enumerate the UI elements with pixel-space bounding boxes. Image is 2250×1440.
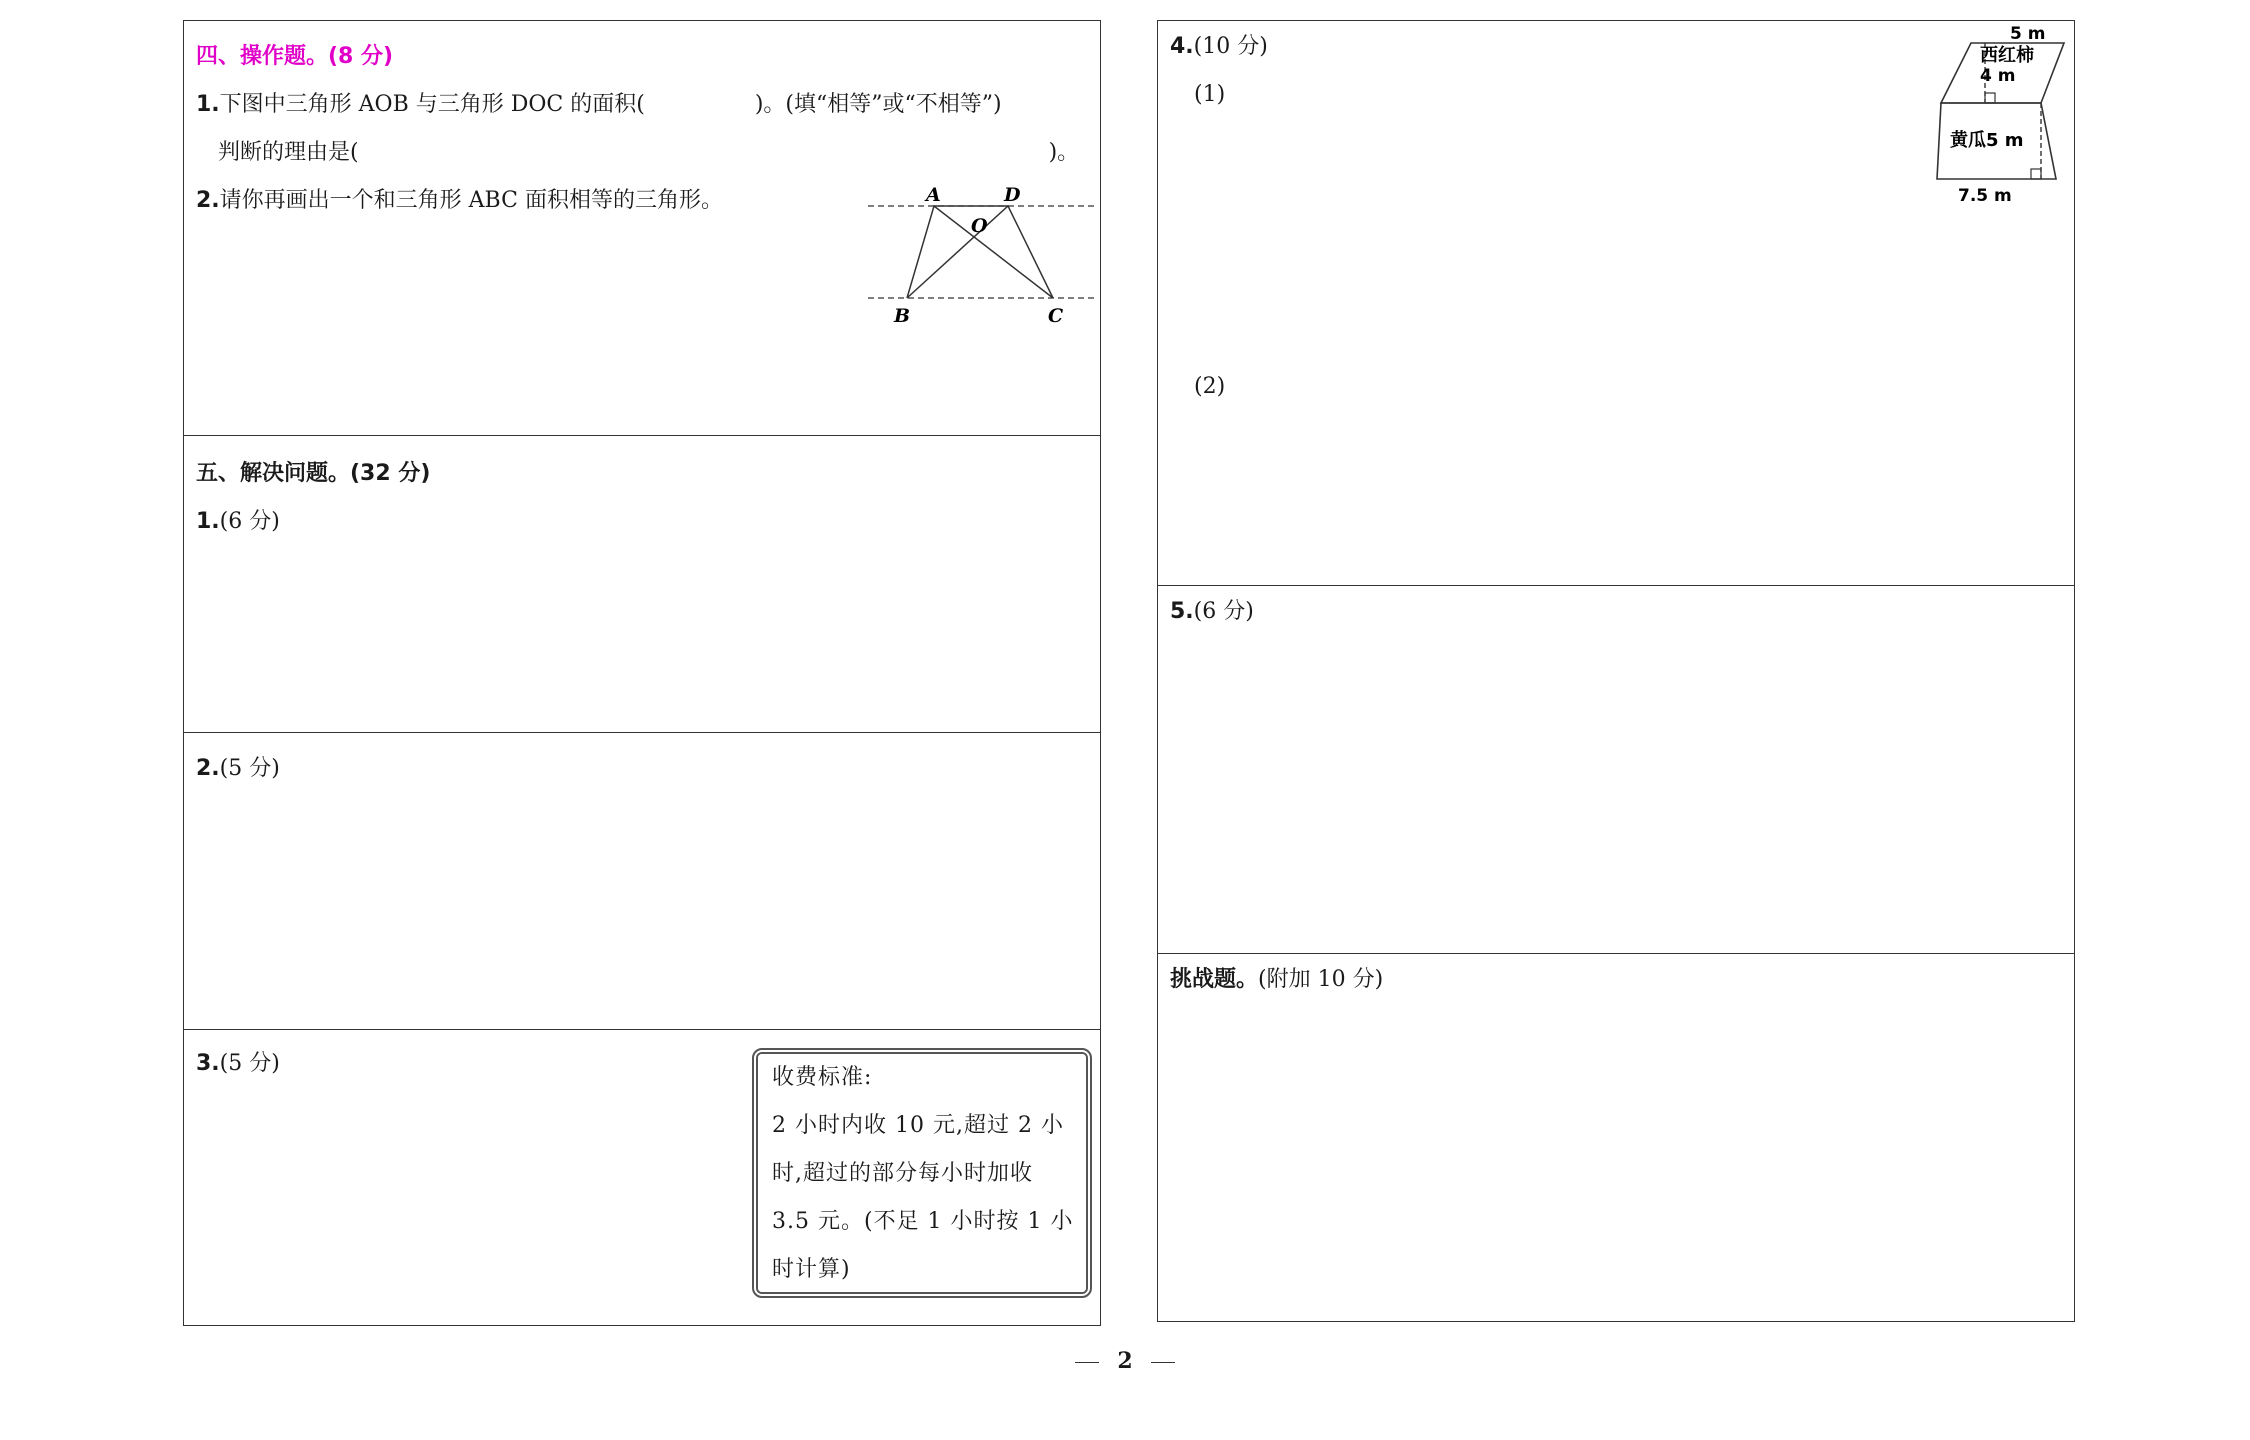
question-5 (1170, 598, 1254, 626)
question-number: 2. (196, 188, 220, 213)
section-operation (184, 21, 1100, 436)
question-score: (6 分) (1193, 599, 1254, 624)
question-5-area (1158, 586, 2074, 954)
footer-dash-left (1075, 1362, 1099, 1363)
question-3-area (184, 1030, 1100, 1325)
challenge-title: 挑战题。 (1170, 967, 1259, 992)
question-number: 4. (1170, 34, 1194, 59)
right-column (1157, 20, 2075, 1322)
part-2-label: (2) (1194, 374, 1226, 399)
challenge-score: (附加 10 分) (1258, 967, 1384, 992)
tomato-label: 西红柿 (1980, 45, 2034, 66)
question-2 (196, 755, 280, 783)
label-b: B (894, 305, 911, 327)
section-heading: 四、操作题。(8 分) (196, 44, 394, 69)
left-column (183, 20, 1101, 1326)
height-label: 4 m (1980, 66, 2016, 86)
right-angle-mark-bottom (2031, 169, 2041, 179)
question-text: 请你再画出一个和三角形 ABC 面积相等的三角形。 (219, 188, 723, 213)
question-number: 1. (196, 509, 220, 534)
question-1 (196, 508, 280, 536)
right-angle-mark-top (1985, 93, 1995, 103)
triangle-figure (864, 161, 1094, 331)
bottom-length-label: 7.5 m (1958, 186, 2012, 206)
question-2-area (184, 733, 1100, 1030)
fee-line-2: 时,超过的部分每小时加收 (772, 1161, 1033, 1186)
section-solve (184, 436, 1100, 733)
question-number: 5. (1170, 599, 1194, 624)
challenge-question (1170, 966, 1383, 994)
fee-line-1: 2 小时内收 10 元,超过 2 小 (772, 1113, 1064, 1138)
garden-trapezoid-figure (1928, 21, 2073, 211)
question-score: (5 分) (219, 1051, 280, 1076)
top-length-label: 5 m (2010, 24, 2046, 44)
question-2 (196, 187, 723, 215)
cucumber-label: 黄瓜5 m (1950, 130, 2024, 151)
page-number: 2 (1117, 1348, 1133, 1374)
challenge-area (1158, 954, 2074, 1321)
question-4-area (1158, 21, 2074, 586)
fee-line-3: 3.5 元。(不足 1 小时按 1 小 (772, 1209, 1074, 1234)
reason-text: 判断的理由是( (218, 140, 359, 165)
fee-line-4: 时计算) (772, 1257, 851, 1282)
label-o: O (971, 215, 988, 237)
question-score: (10 分) (1193, 34, 1268, 59)
question-1 (196, 91, 1002, 119)
reason-tail: )。 (1048, 140, 1080, 165)
question-score: (6 分) (219, 509, 280, 534)
question-4 (1170, 33, 1268, 61)
label-c: C (1048, 305, 1064, 327)
fee-standard-box (752, 1048, 1092, 1298)
question-number: 1. (196, 92, 220, 117)
question-text-tail: )。(填“相等”或“不相等”) (754, 92, 1002, 117)
label-d: D (1004, 184, 1021, 206)
fee-title: 收费标准: (772, 1065, 873, 1090)
question-text: 下图中三角形 AOB 与三角形 DOC 的面积( (219, 92, 645, 117)
label-a: A (926, 184, 941, 206)
page-footer (0, 1348, 2250, 1374)
question-number: 3. (196, 1051, 220, 1076)
question-3 (196, 1050, 280, 1078)
footer-dash-right (1151, 1362, 1175, 1363)
part-1-label: (1) (1194, 82, 1226, 107)
question-score: (5 分) (219, 756, 280, 781)
section-heading: 五、解决问题。(32 分) (196, 461, 431, 486)
question-number: 2. (196, 756, 220, 781)
